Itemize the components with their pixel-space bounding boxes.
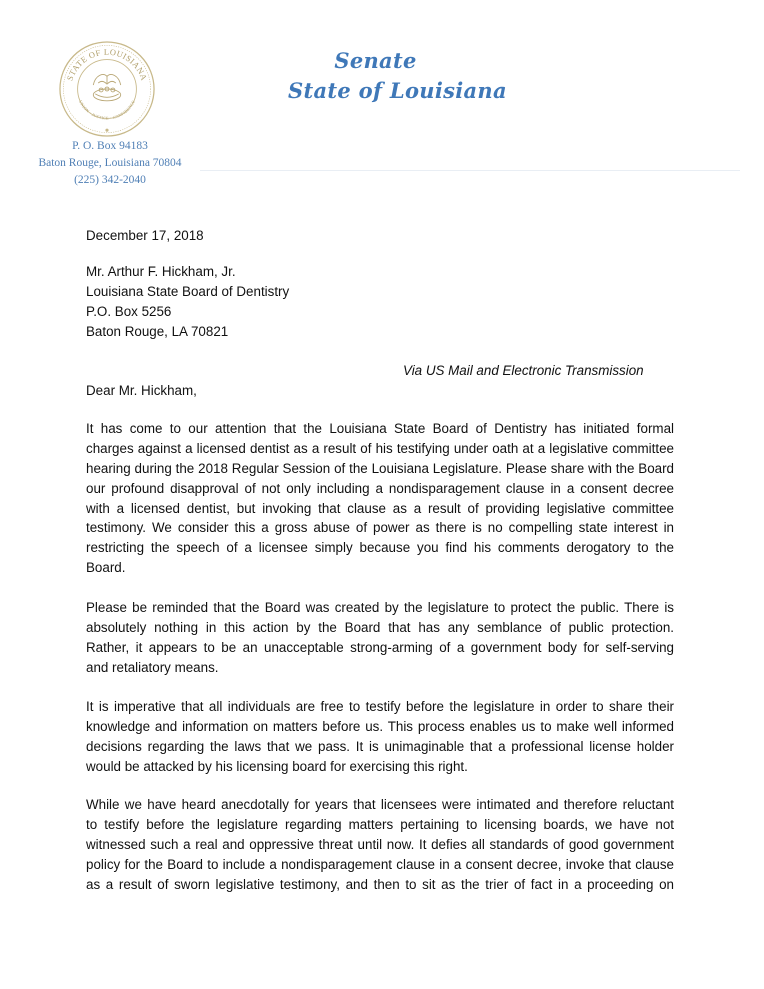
seal-text: STATE OF LOUISIANA bbox=[64, 46, 150, 82]
text-line: decisions regarding the laws that we pass. It is unimaginable that a professional license holder bbox=[86, 738, 674, 754]
text-line: Board. bbox=[86, 560, 126, 576]
text-line: would be attacked by his licensing board for exercising this right. bbox=[86, 758, 468, 774]
text-line: Please be reminded that the Board was created by the legislature to protect the public. There is bbox=[86, 600, 674, 615]
delivery-method: Via US Mail and Electronic Transmission bbox=[403, 363, 644, 378]
text-line: absolutely nothing in this action by the Board that has any semblance of public protection. bbox=[86, 619, 674, 635]
title-state: State of Louisiana bbox=[288, 78, 507, 103]
text-line: Rather, it appears to be an unacceptable strong-arming of a government body for self-serving bbox=[86, 639, 674, 655]
text-line: with a licensed dentist, but invoking that clause as a result of providing legislative committee bbox=[86, 500, 674, 516]
text-line: testimony. We consider this a gross abuse of power as there is no compelling state interest in bbox=[86, 520, 674, 536]
letter-date: December 17, 2018 bbox=[86, 228, 204, 243]
text-line: policy for the Board to include a nondisparagement clause in a consent decree, invoke that clause bbox=[86, 856, 674, 872]
paragraph-1 bbox=[86, 419, 674, 578]
text-line: It is imperative that all individuals are free to testify before the legislature in order to share their bbox=[86, 699, 674, 714]
letterhead-address bbox=[20, 138, 200, 189]
text-line: to testify before the legislature regarding matters pertaining to licensing boards, we have not bbox=[86, 816, 674, 832]
text-line: and retaliatory means. bbox=[86, 659, 219, 675]
recipient-name: Mr. Arthur F. Hickham, Jr. bbox=[86, 264, 236, 279]
svg-text:UNION · JUSTICE · CONFIDENCE bbox=[78, 99, 136, 120]
letterhead-divider bbox=[200, 170, 740, 171]
paragraph-2 bbox=[86, 598, 674, 678]
salutation: Dear Mr. Hickham, bbox=[86, 383, 197, 398]
seal-motto: UNION · JUSTICE · CONFIDENCE bbox=[78, 99, 136, 121]
text-line: It has come to our attention that the Louisiana State Board of Dentistry has initiated formal bbox=[86, 421, 674, 436]
address-po-box: P. O. Box 94183 bbox=[72, 140, 148, 152]
text-line: restricting the speech of a licensee simply because you find his comments derogatory to the bbox=[86, 540, 674, 556]
text-line: witnessed such a real and oppressive threat until now. It defies all standards of good government bbox=[86, 836, 674, 852]
text-line: charges against a licensed dentist as a result of his testifying under oath at a legislative committee bbox=[86, 440, 674, 456]
text-line: as a result of sworn legislative testimony, and then to sit as the trier of fact in a proceeding on bbox=[86, 876, 674, 892]
text-line: hearing during the 2018 Regular Session of the Louisiana Legislature. Please share with the Board bbox=[86, 460, 674, 476]
text-line: our profound disapproval of not only including a nondisparagement clause in a consent decree bbox=[86, 480, 674, 496]
paragraph-4 bbox=[86, 795, 674, 894]
recipient-address bbox=[86, 262, 289, 342]
address-phone: (225) 342-2040 bbox=[74, 174, 146, 186]
recipient-organization: Louisiana State Board of Dentistry bbox=[86, 284, 290, 299]
text-line: knowledge and information on matters before us. This process enables us to make well informed bbox=[86, 718, 674, 734]
recipient-city: Baton Rouge, LA 70821 bbox=[86, 324, 229, 339]
louisiana-seal-icon bbox=[58, 40, 156, 138]
text-line: While we have heard anecdotally for years that licensees were intimated and therefore reluctant bbox=[86, 797, 674, 812]
paragraph-3 bbox=[86, 697, 674, 777]
title-senate: Senate bbox=[334, 48, 417, 73]
letterhead-title bbox=[288, 46, 507, 106]
address-city: Baton Rouge, Louisiana 70804 bbox=[38, 157, 182, 169]
recipient-po-box: P.O. Box 5256 bbox=[86, 304, 172, 319]
